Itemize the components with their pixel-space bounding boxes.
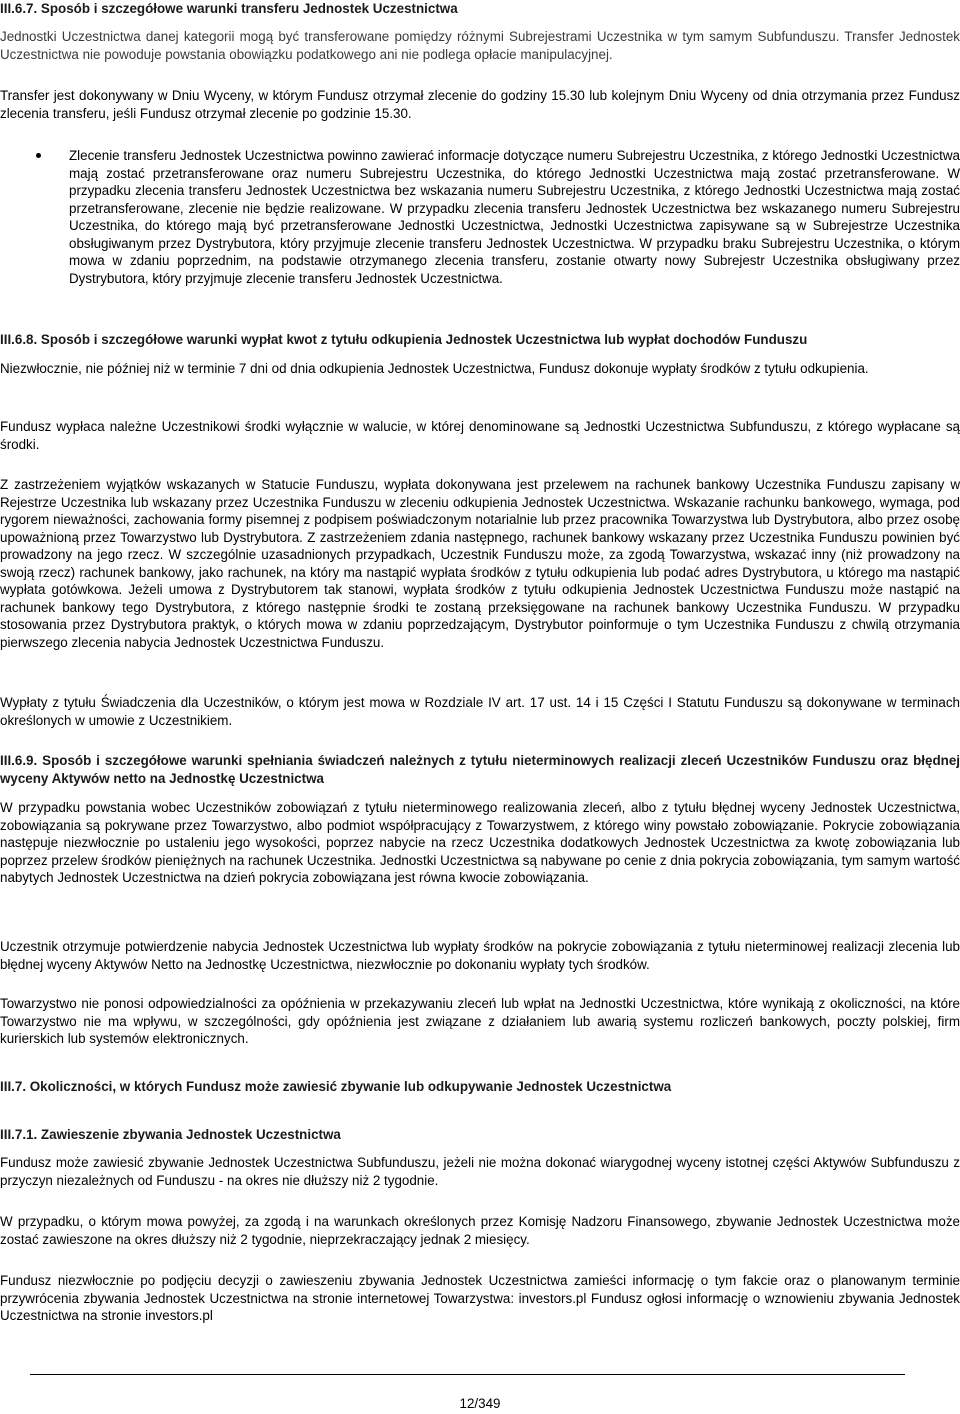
- transfer-paragraph-1: Jednostki Uczestnictwa danej kategorii mogą być transferowane pomiędzy różnymi Subrejestrami Uczestnika w tym samym Subfunduszu. Transfer Jednostek Uczestnictwa nie powoduje powstania obowiązku podatkowego ani nie podlega opłacie manipulacyjnej.: [0, 29, 960, 62]
- payouts-paragraph-3: Z zastrzeżeniem wyjątków wskazanych w Statucie Funduszu, wypłata dokonywana jest przelewem na rachunek bankowy Uczestnika Funduszu zapisany w Rejestrze Uczestnika lub wskazany przez Uczestnika Funduszu w zleceniu odkupienia Jednostek Uczestnictwa. Wskazanie rachunku bankowego, wymaga, pod rygorem nieważności, zachowania formy pisemnej z podpisem poświadczonym notarialnie lub przez pracownika Towarzystwa lub Dystrybutora, albo przez osobę upoważnioną przez Towarzystwo lub Dystrybutora. Z zastrzeżeniem zdania następnego, rachunek bankowy wskazany przez Uczestnika Funduszu powinien być prowadzony na jego rzecz. W szczególnie uzasadnionych przypadkach, Uczestnik Funduszu może, za zgodą Towarzystwa, wskazać inny (niż prowadzony na swoją rzecz) rachunek bankowy, jako rachunek, na który ma nastąpić wypłata środków z tytułu odkupienia lub podać adres Dystrybutora, u którego ma nastąpić wypłata gotówkowa. Jeżeli umowa z Dystrybutorem tak stanowi, wypłata środków z tytułu odkupienia Jednostek Uczestnictwa Funduszu może nastąpić na rachunek bankowy tego Dystrybutora, z którego następnie środki te zostaną przeksięgowane na rachunek bankowy Uczestnika Funduszu. W przypadku stosowania przez Dystrybutora praktyk, o których mowa w zdaniu poprzedzającym, Dystrybutor poinformuje o tym Uczestnika Funduszu z chwilą otrzymania pierwszego zlecenia nabycia Jednostek Uczestnictwa Funduszu.: [0, 477, 960, 650]
- liabilities-paragraph-2: Uczestnik otrzymuje potwierdzenie nabycia Jednostek Uczestnictwa lub wypłaty środków na pokrycie zobowiązania z tytułu nieterminowej realizacji zlecenia lub błędnej wyceny Aktywów Netto na Jednostkę Uczestnictwa, niezwłocznie po dokonaniu wypłaty tych środków.: [0, 939, 960, 972]
- footer-divider: [30, 1374, 905, 1375]
- section-heading-transfer: III.6.7. Sposób i szczegółowe warunki transferu Jednostek Uczestnictwa: [0, 1, 458, 16]
- section-heading-suspension: III.7. Okoliczności, w których Fundusz może zawiesić zbywanie lub odkupywanie Jednostek Uczestnictwa: [0, 1079, 672, 1094]
- section-heading-liabilities: III.6.9. Sposób i szczegółowe warunki spełniania świadczeń należnych z tytułu nieterminowych realizacji zleceń Uczestników Funduszu oraz błędnej wyceny Aktywów netto na Jednostkę Uczestnictwa: [0, 753, 960, 786]
- transfer-bullet-item: [0, 147, 960, 307]
- suspension-paragraph-2: W przypadku, o którym mowa powyżej, za zgodą i na warunkach określonych przez Komisję Nadzoru Finansowego, zbywanie Jednostek Uczestnictwa może zostać zawieszone na okres dłuższy niż 2 tygodnie, nieprzekraczający jednak 2 miesięcy.: [0, 1214, 960, 1247]
- section-heading-suspension-sales: III.7.1. Zawieszenie zbywania Jednostek Uczestnictwa: [0, 1127, 341, 1142]
- liabilities-paragraph-1: W przypadku powstania wobec Uczestników zobowiązań z tytułu nieterminowego realizowania zleceń, albo z tytułu błędnej wyceny Jednostek Uczestnictwa, zobowiązania są pokrywane przez Towarzystwo, albo podmiot współpracujący z Towarzystwem, z którego winy powstało zobowiązanie. Pokrycie zobowiązania następuje niezwłocznie po ustaleniu jego wysokości, poprzez nabycie na rzecz Uczestnika dodatkowych Jednostek Uczestnictwa za kwotę zobowiązania lub poprzez przelew środków pieniężnych na rachunek Uczestnika. Jednostki Uczestnictwa są nabywane po cenie z dnia pokrycia zobowiązania, tym samym wartość nabytych Jednostek Uczestnictwa na dzień pokrycia zobowiązana jest równa kwocie zobowiązania.: [0, 800, 960, 885]
- liabilities-paragraph-3: Towarzystwo nie ponosi odpowiedzialności za opóźnienia w przekazywaniu zleceń lub wpłat na Jednostki Uczestnictwa, które wynikają z okoliczności, na które Towarzystwo nie ma wpływu, w szczególności, gdy opóźnienia jest związane z działaniem lub awarią systemu rozliczeń bankowych, poczty polskiej, firm kurierskich lub systemów elektronicznych.: [0, 996, 960, 1046]
- payouts-paragraph-4: Wypłaty z tytułu Świadczenia dla Uczestników, o którym jest mowa w Rozdziale IV art. 17 ust. 14 i 15 Części I Statutu Funduszu są dokonywane w terminach określonych w umowie z Uczestnikiem.: [0, 695, 960, 728]
- page-number: 12/349: [459, 1396, 501, 1411]
- transfer-paragraph-2: Transfer jest dokonywany w Dniu Wyceny, w którym Fundusz otrzymał zlecenie do godziny 15.30 lub kolejnym Dniu Wyceny od dnia otrzymania przez Fundusz zlecenia transferu, jeśli Fundusz otrzymał zlecenie po godzinie 15.30.: [0, 88, 960, 121]
- transfer-bullet-text: Zlecenie transferu Jednostek Uczestnictwa powinno zawierać informacje dotyczące numeru Subrejestru Uczestnika, z którego Jednostki Uczestnictwa mają zostać przetransferowane oraz numeru Subrejestru Uczestnika, do którego Jednostki Uczestnictwa mają zostać przetransferowane. W przypadku zlecenia transferu Jednostek Uczestnictwa bez wskazania numeru Subrejestru Uczestnika, z którego Jednostki Uczestnictwa mają zostać przetransferowane, zlecenie nie będzie realizowane. W przypadku zlecenia transferu Jednostek Uczestnictwa bez wskazanego numeru Subrejestru Uczestnika, do którego mają być przetransferowane Jednostki Uczestnictwa, Jednostki Uczestnictwa zapisywane są w Subrejestrze Uczestnika obsługiwanym przez Dystrybutora, który przyjmuje zlecenie transferu Jednostek Uczestnictwa. W przypadku braku Subrejestru Uczestnika, o którym mowa w zdaniu poprzednim, na podstawie otrzymanego zlecenia transferu, zostanie otwarty nowy Subrejestr Uczestnika obsługiwany przez Dystrybutora, który przyjmuje zlecenie transferu Jednostek Uczestnictwa.: [69, 148, 960, 286]
- section-heading-payouts: III.6.8. Sposób i szczegółowe warunki wypłat kwot z tytułu odkupienia Jednostek Uczestnictwa lub wypłat dochodów Funduszu: [0, 332, 808, 347]
- payouts-paragraph-2: Fundusz wypłaca należne Uczestnikowi środki wyłącznie w walucie, w której denominowane są Jednostki Uczestnictwa Subfunduszu, z którego wypłacane są środki.: [0, 419, 960, 452]
- bullet-icon: [36, 153, 41, 158]
- suspension-paragraph-1: Fundusz może zawiesić zbywanie Jednostek Uczestnictwa Subfunduszu, jeżeli nie można dokonać wiarygodnej wyceny istotnej części Aktywów Subfunduszu z przyczyn niezależnych od Funduszu - na okres nie dłuższy niż 2 tygodnie.: [0, 1155, 960, 1188]
- suspension-paragraph-3: Fundusz niezwłocznie po podjęciu decyzji o zawieszeniu zbywania Jednostek Uczestnictwa zamieści informację o tym fakcie oraz o planowanym terminie przywrócenia zbywania Jednostek Uczestnictwa na stronie internetowej Towarzystwa: investors.pl Fundusz ogłosi informację o wznowieniu zbywania Jednostek Uczestnictwa na stronie investors.pl: [0, 1273, 960, 1323]
- payouts-paragraph-1: Niezwłocznie, nie później niż w terminie 7 dni od dnia odkupienia Jednostek Uczestnictwa, Fundusz dokonuje wypłaty środków z tytułu odkupienia.: [0, 361, 869, 376]
